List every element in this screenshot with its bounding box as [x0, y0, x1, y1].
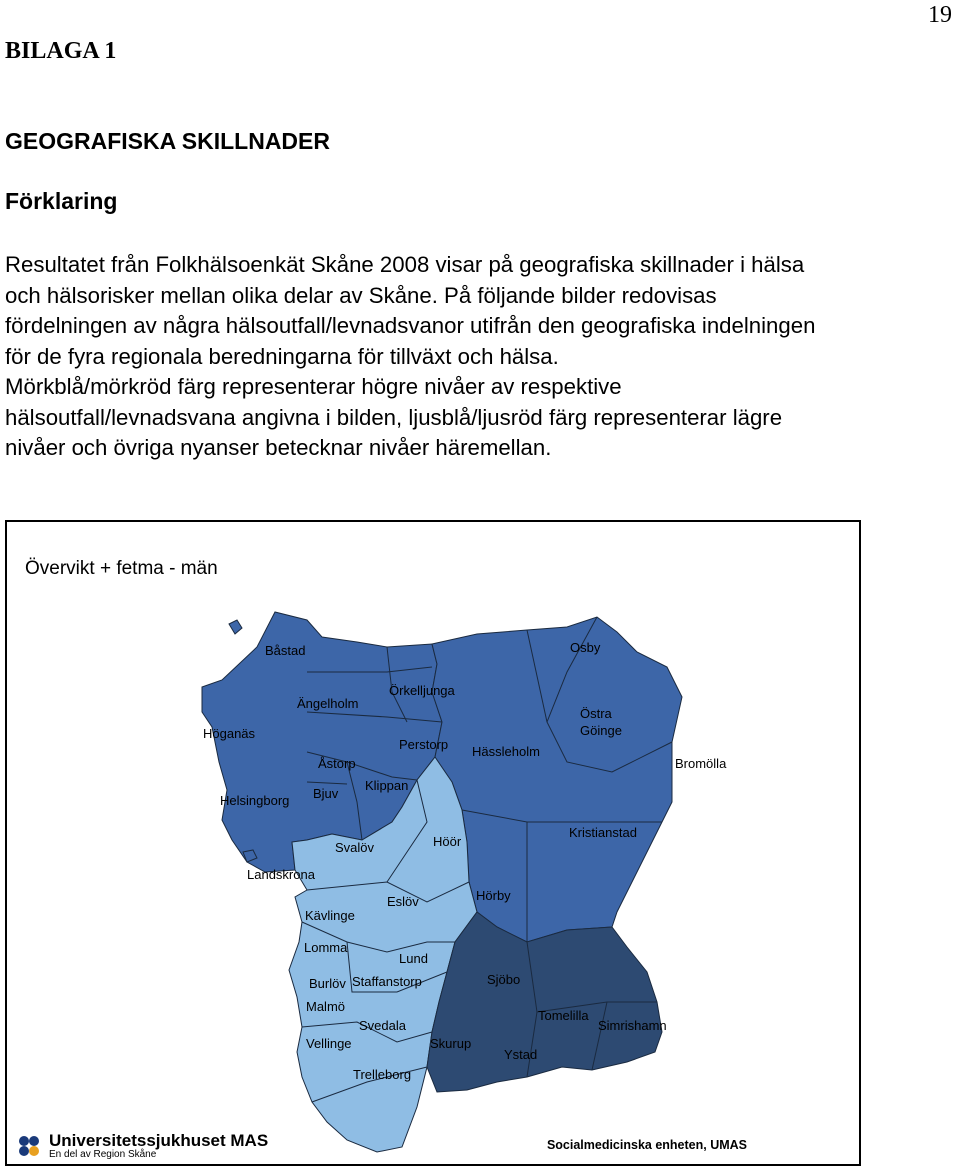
municipality-label: Tomelilla: [538, 1008, 589, 1023]
municipality-label: Trelleborg: [353, 1067, 412, 1082]
map-figure: [5, 520, 861, 1166]
municipality-label: Klippan: [365, 778, 409, 793]
department-name: Socialmedicinska enheten, UMAS: [546, 1138, 747, 1152]
municipality-label: Sjöbo: [487, 972, 521, 987]
island-shape: [229, 620, 242, 634]
municipality-label: Lund: [399, 951, 428, 966]
appendix-label: BILAGA 1: [5, 38, 117, 64]
municipality-label: Kävlinge: [305, 908, 355, 923]
hospital-logo: [15, 1132, 268, 1160]
municipality-label: Osby: [570, 640, 601, 655]
logo-name: Universitetssjukhuset MAS: [49, 1131, 269, 1150]
map-title: Övervikt + fetma - män: [25, 558, 218, 579]
municipality-label: Kristianstad: [569, 825, 637, 840]
municipality-label: Höör: [433, 834, 462, 849]
municipality-label: Höganäs: [203, 726, 256, 741]
municipality-label: Perstorp: [399, 737, 449, 752]
body-paragraph: [5, 250, 960, 464]
municipality-label: Ystad: [504, 1047, 538, 1062]
paragraph-line: Mörkblå/mörkröd färg representerar högre nivåer av respektive: [5, 374, 622, 399]
page-number: 19: [928, 2, 952, 28]
municipality-label: Burlöv: [309, 976, 346, 991]
section-title: GEOGRAFISKA SKILLNADER: [5, 128, 330, 154]
logo-subtitle: En del av Region Skåne: [49, 1149, 157, 1160]
municipality-label: Bjuv: [313, 786, 339, 801]
municipality-label: Vellinge: [306, 1036, 352, 1051]
municipality-label: Simrishamn: [598, 1018, 667, 1033]
municipality-label: Helsingborg: [220, 793, 290, 808]
municipality-label: Skurup: [430, 1036, 472, 1051]
municipality-label: Landskrona: [247, 867, 315, 882]
municipality-label: Lomma: [304, 940, 348, 955]
municipality-label: Örkelljunga: [389, 683, 455, 698]
paragraph-line: nivåer och övriga nyanser betecknar nivåer häremellan.: [5, 435, 552, 460]
logo-emblem-icon: [15, 1132, 43, 1160]
paragraph-line: för de fyra regionala beredningarna för tillväxt och hälsa.: [5, 343, 559, 369]
municipality-label: Staffanstorp: [352, 974, 422, 989]
paragraph-line: fördelningen av några hälsoutfall/levnadsvanor utifrån den geografiska indelningen: [5, 313, 816, 338]
subsection-title: Förklaring: [5, 188, 118, 214]
municipality-label: Eslöv: [387, 894, 419, 909]
municipality-label: Ängelholm: [297, 696, 359, 711]
municipality-label: Östra Göinge: [580, 706, 622, 738]
municipality-label: Hörby: [476, 888, 511, 903]
skane-map: [7, 522, 859, 1164]
municipality-label: Svalöv: [335, 840, 375, 855]
municipality-label: Hässleholm: [472, 744, 540, 759]
municipality-label: Båstad: [265, 643, 306, 658]
municipality-label: Malmö: [306, 999, 346, 1014]
municipality-label: Bromölla: [675, 756, 727, 771]
municipality-label: Svedala: [359, 1018, 406, 1033]
municipality-label: Åstorp: [318, 756, 356, 771]
paragraph-line: Resultatet från Folkhälsoenkät Skåne 2008 visar på geografiska skillnader i hälsa: [5, 252, 805, 277]
paragraph-line: hälsoutfall/levnadsvana angivna i bilden, ljusblå/ljusröd färg representerar lägre: [5, 404, 783, 430]
paragraph-line: och hälsorisker mellan olika delar av Skåne. På följande bilder redovisas: [5, 282, 717, 308]
